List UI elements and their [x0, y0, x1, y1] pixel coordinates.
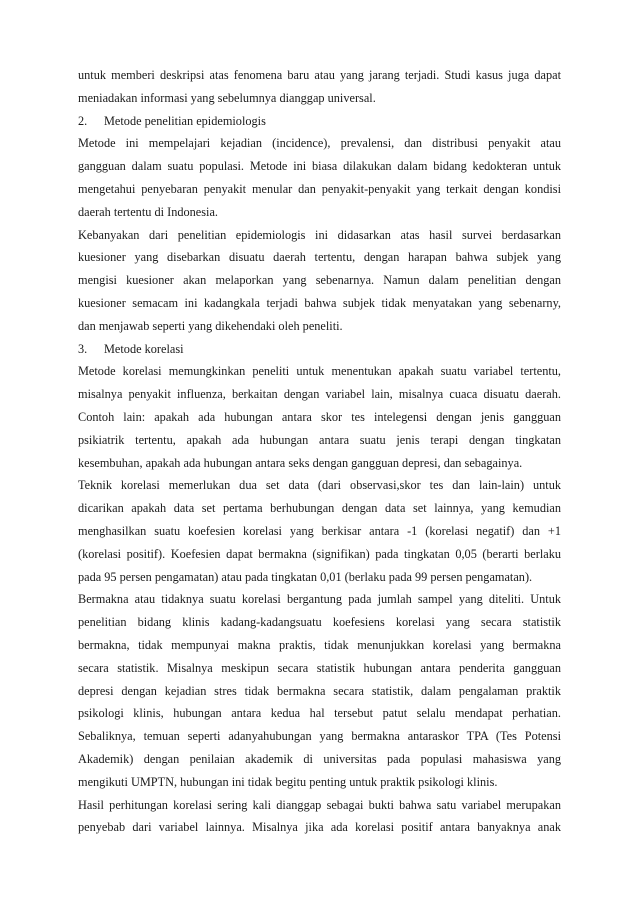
- text-line: kuesioner yang disebarkan disuatu daerah tertentu, dengan harapan bahwa subjek yang: [78, 250, 561, 265]
- text-line: Metode korelasi memungkinkan peneliti untuk menentukan apakah suatu variabel tertentu,: [78, 364, 561, 379]
- text-line: pada 95 persen pengamatan) atau pada tingkatan 0,01 (berlaku pada 99 persen pengamatan).: [78, 569, 533, 584]
- text-line: Hasil perhitungan korelasi sering kali dianggap sebagai bukti bahwa satu variabel merupakan: [78, 797, 561, 812]
- section-heading: [78, 338, 561, 361]
- text-line: Kebanyakan dari penelitian epidemiologis ini didasarkan atas hasil survei berdasarkan: [78, 227, 561, 242]
- text-line: mengetahui penyebaran penyakit menular dan penyakit-penyakit yang terkait dengan kondisi: [78, 181, 561, 196]
- text-line: Contoh lain: apakah ada hubungan antara skor tes intelegensi dengan jenis gangguan: [78, 409, 561, 424]
- text-line: Sebaliknya, temuan seperti adanyahubungan yang bermakna antaraskor TPA (Tes Potensi: [78, 729, 561, 744]
- text-line: Metode ini mempelajari kejadian (incidence), prevalensi, dan distribusi penyakit atau: [78, 136, 561, 151]
- text-line: daerah tertentu di Indonesia.: [78, 204, 218, 219]
- text-line: mengikuti UMPTN, hubungan ini tidak begitu penting untuk praktik psikologi klinis.: [78, 774, 498, 789]
- text-line: penyebab dari variabel lainnya. Misalnya jika ada korelasi positif antara banyaknya anak: [78, 820, 561, 835]
- section-number: 3.: [78, 341, 88, 356]
- text-line: mengisi kuesioner akan melaporkan yang sebenarnya. Namun dalam penelitian dengan: [78, 273, 561, 288]
- text-line: misalnya penyakit influenza, berkaitan dengan variabel lain, misalnya cuaca disuatu daerah.: [78, 387, 561, 402]
- text-line: bermakna, tidak mempunyai makna praktis, tidak menunjukkan korelasi yang bermakna: [78, 637, 561, 652]
- text-line: kesembuhan, apakah ada hubungan antara seks dengan gangguan depresi, dan sebagainya.: [78, 455, 523, 470]
- text-line: dan menjawab seperti yang dikehendaki oleh peneliti.: [78, 318, 343, 333]
- text-line: Teknik korelasi memerlukan dua set data (dari observasi,skor tes dan lain-lain) untuk: [78, 478, 561, 493]
- text-line: kuesioner semacam ini kadangkala terjadi bahwa subjek tidak menyatakan yang sebenarny,: [78, 295, 561, 310]
- text-line: psikiatrik tertentu, apakah ada hubungan antara suatu jenis terapi dengan tingkatan: [78, 432, 561, 447]
- text-line: penelitian bidang klinis kadang-kadangsuatu koefesiens korelasi yang secara statistik: [78, 615, 561, 630]
- text-line: depresi dengan kejadian stres tidak bermakna secara statistik, dalam pengalaman praktik: [78, 683, 561, 698]
- text-line: gangguan dalam suatu populasi. Metode ini biasa dilakukan dalam bidang kedokteran untuk: [78, 159, 561, 174]
- text-line: Akademik) dengan penilaian akademik di universitas pada populasi mahasiswa yang: [78, 751, 561, 766]
- text-line: psikologi klinis, hubungan antara kedua hal tersebut patut selalu mendapat perhatian.: [78, 706, 561, 721]
- section-heading: [78, 110, 561, 133]
- document-page: [78, 64, 561, 839]
- text-line: menghasilkan suatu koefesien korelasi yang berkisar antara -1 (korelasi negatif) dan +1: [78, 523, 561, 538]
- text-line: secara statistik. Misalnya meskipun secara statistik hubungan antara penderita gangguan: [78, 660, 561, 675]
- section-title: Metode korelasi: [104, 341, 184, 356]
- text-line: dicarikan apakah data set pertama berhubungan dengan data set lainnya, yang kemudian: [78, 501, 561, 516]
- text-line: (korelasi positif). Koefesien dapat bermakna (signifikan) pada tingkatan 0,05 (berarti berlaku: [78, 546, 561, 561]
- text-line: Bermakna atau tidaknya suatu korelasi bergantung pada jumlah sampel yang diteliti. Untuk: [78, 592, 561, 607]
- section-title: Metode penelitian epidemiologis: [104, 113, 266, 128]
- text-line: meniadakan informasi yang sebelumnya dianggap universal.: [78, 90, 376, 105]
- section-number: 2.: [78, 113, 88, 128]
- text-line: untuk memberi deskripsi atas fenomena baru atau yang jarang terjadi. Studi kasus juga dapat: [78, 68, 561, 82]
